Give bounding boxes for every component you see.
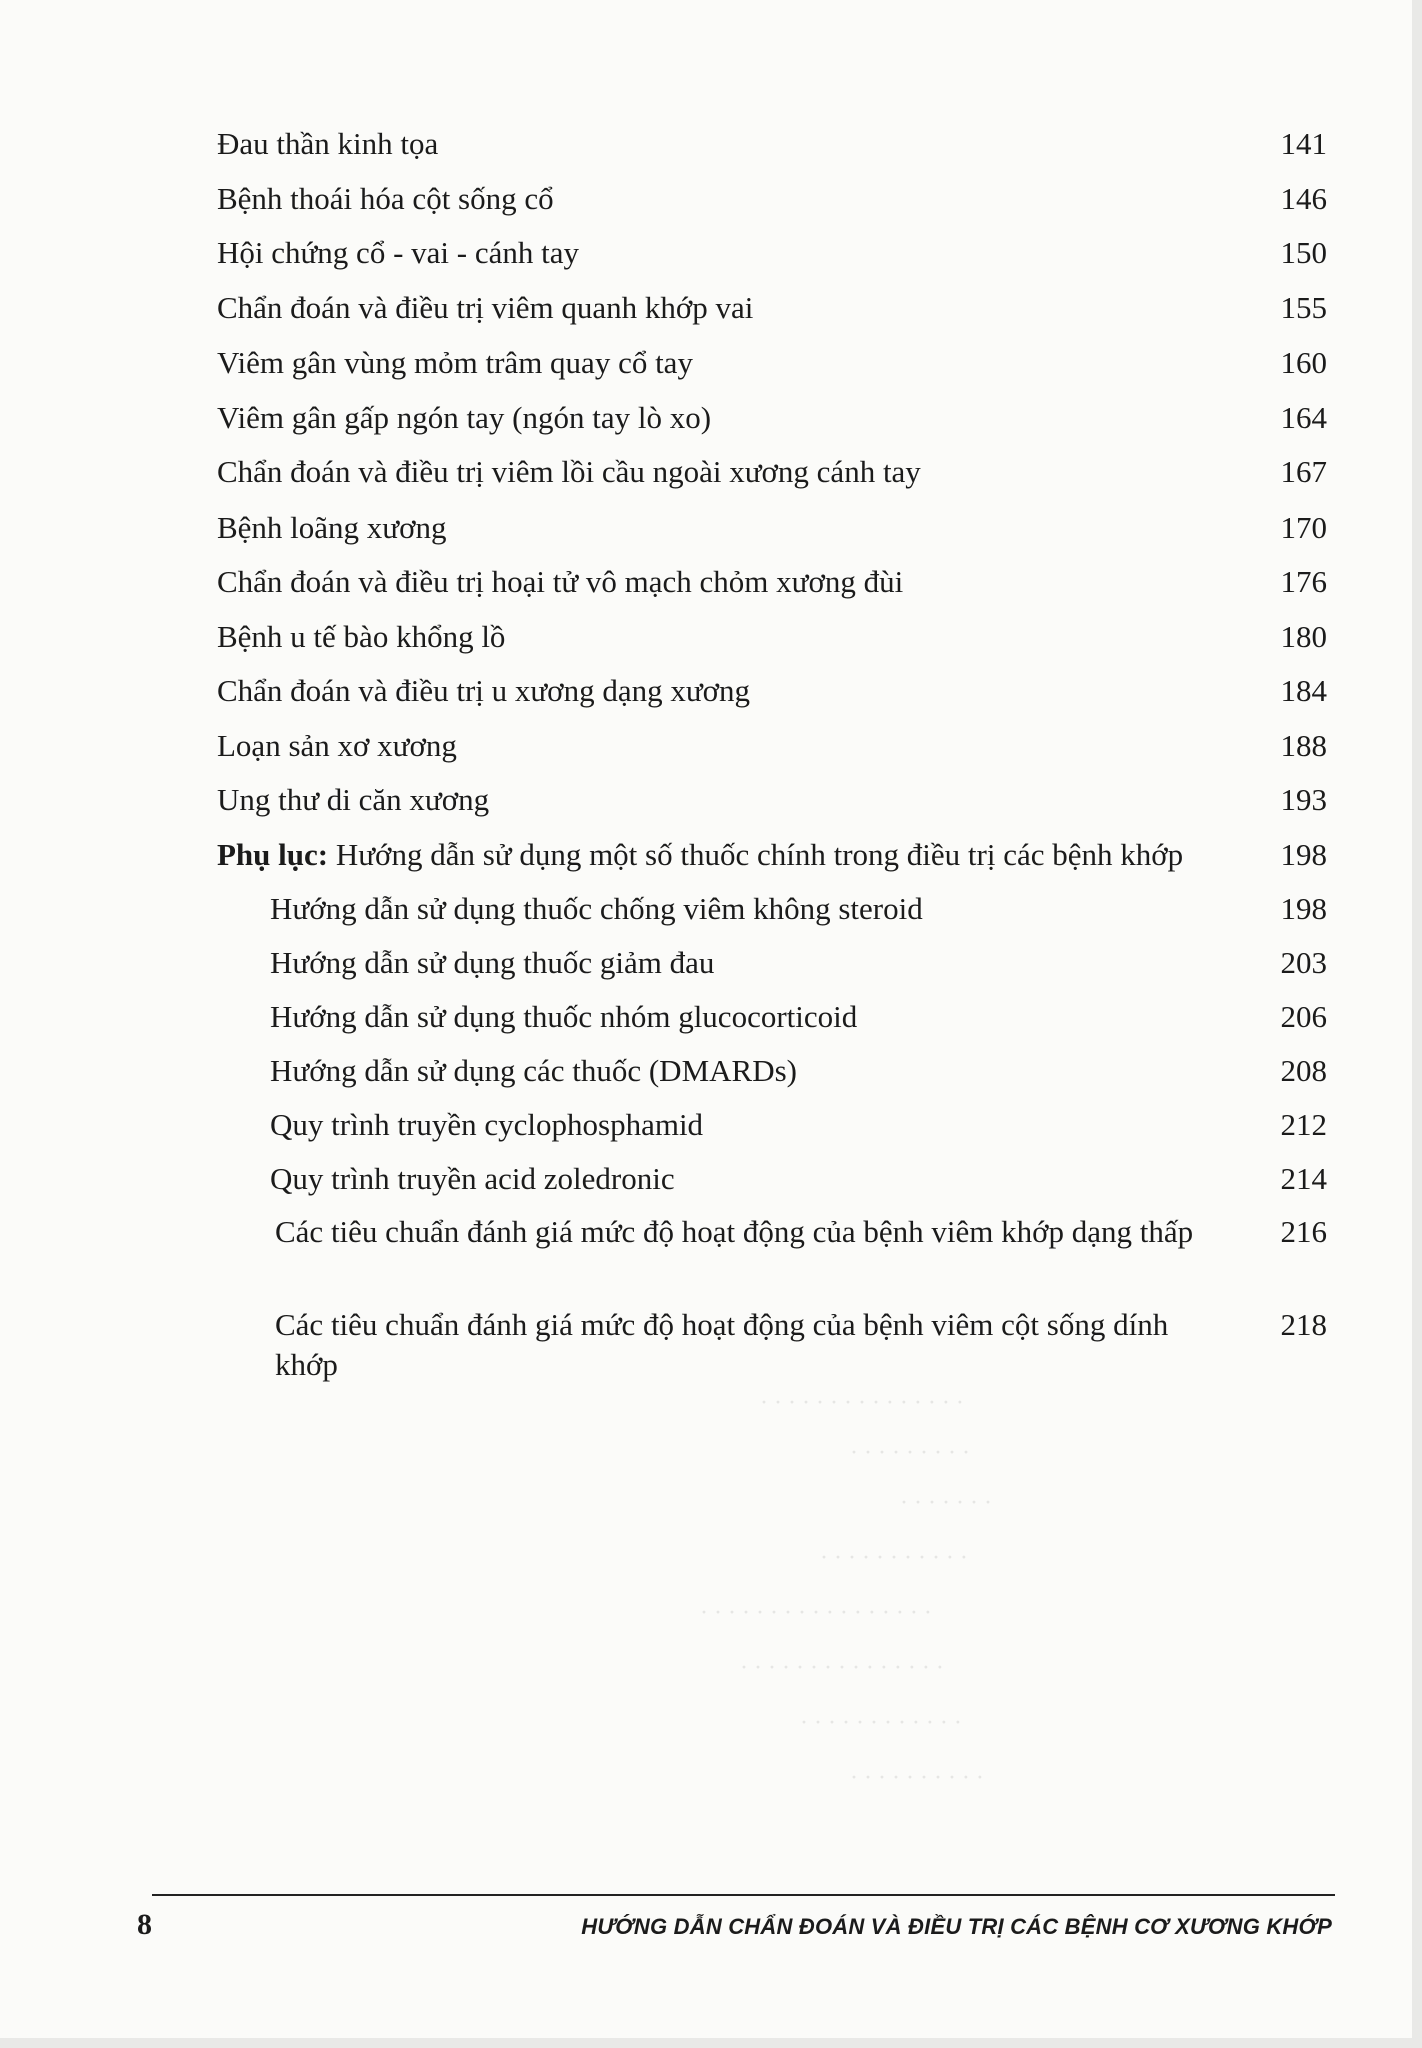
toc-entry-title: Hội chứng cổ - vai - cánh tay <box>217 235 579 270</box>
toc-entry-page: 208 <box>1280 1053 1327 1088</box>
toc-entry-title: Hướng dẫn sử dụng các thuốc (DMARDs) <box>270 1053 797 1088</box>
show-through-line: · · · · · · · · · · · · · · · <box>760 1390 964 1416</box>
show-through-line: · · · · · · · · · · · · <box>800 1710 962 1736</box>
toc-entry-title: Chẩn đoán và điều trị u xương dạng xương <box>217 673 751 708</box>
toc-entry-page: 146 <box>1280 181 1327 216</box>
page-edge <box>0 2038 1422 2048</box>
toc-entry-title: Viêm gân gấp ngón tay (ngón tay lò xo) <box>217 400 712 435</box>
toc-entry-page: 193 <box>1280 782 1327 817</box>
appendix-label: Phụ lục: <box>217 837 329 872</box>
show-through-line: · · · · · · · · · · · <box>820 1545 968 1571</box>
toc-entry-page: 218 <box>1280 1307 1327 1342</box>
toc-appendix-title <box>217 835 1183 875</box>
toc-entry-title: Hướng dẫn sử dụng thuốc chống viêm không steroid <box>270 891 923 926</box>
toc-entry-title: Loạn sản xơ xương <box>217 728 457 763</box>
toc-entry-page: 184 <box>1280 673 1327 708</box>
toc-entry-title: Các tiêu chuẩn đánh giá mức độ hoạt động của bệnh viêm cột sống dính khớp <box>275 1307 1169 1382</box>
toc-entry-page: 160 <box>1280 345 1327 380</box>
toc-entry-title: Ung thư di căn xương <box>217 782 490 817</box>
toc-entry-page: 155 <box>1280 290 1327 325</box>
toc-entry-title: Chẩn đoán và điều trị hoại tử vô mạch chỏm xương đùi <box>217 564 904 599</box>
toc-entry-page: 216 <box>1280 1214 1327 1249</box>
toc-entry-page: 198 <box>1280 837 1327 872</box>
toc-entry-page: 170 <box>1280 510 1327 545</box>
page-edge <box>1412 0 1422 2048</box>
toc-entry-page: 198 <box>1280 891 1327 926</box>
running-footer-title: HƯỚNG DẪN CHẨN ĐOÁN VÀ ĐIỀU TRỊ CÁC BỆNH CƠ XƯƠNG KHỚP <box>581 1914 1332 1939</box>
toc-entry-page: 167 <box>1280 454 1327 489</box>
toc-entry-title: Bệnh thoái hóa cột sống cổ <box>217 181 554 216</box>
toc-entry-title: Chẩn đoán và điều trị viêm quanh khớp vai <box>217 290 754 325</box>
show-through-line: · · · · · · · · · · <box>850 1765 984 1791</box>
toc-entry-page: 164 <box>1280 400 1327 435</box>
appendix-title: Hướng dẫn sử dụng một số thuốc chính trong điều trị các bệnh khớp <box>328 837 1184 872</box>
toc-entry-page: 180 <box>1280 619 1327 654</box>
toc-entry-page: 176 <box>1280 564 1327 599</box>
toc-entry-page: 214 <box>1280 1161 1327 1196</box>
toc-entry-page: 188 <box>1280 728 1327 763</box>
toc-entry-title: Các tiêu chuẩn đánh giá mức độ hoạt động của bệnh viêm khớp dạng thấp <box>275 1214 1194 1249</box>
show-through-line: · · · · · · · · · · · · · · · <box>740 1655 944 1681</box>
toc-entry-page: 150 <box>1280 235 1327 270</box>
toc-entry-title: Viêm gân vùng mỏm trâm quay cổ tay <box>217 345 693 380</box>
toc-entry-page: 203 <box>1280 945 1327 980</box>
show-through-line: · · · · · · · · · <box>850 1440 970 1466</box>
toc-entry-title: Hướng dẫn sử dụng thuốc nhóm glucocorticoid <box>270 999 858 1034</box>
toc-entry-title: Bệnh u tế bào khổng lồ <box>217 619 506 654</box>
toc-entry-page: 141 <box>1280 126 1327 161</box>
toc-entry-page: 212 <box>1280 1107 1327 1142</box>
footer-divider <box>152 1894 1335 1896</box>
toc-entry-title: Chẩn đoán và điều trị viêm lồi cầu ngoài xương cánh tay <box>217 454 921 489</box>
toc-entry-title: Đau thần kinh tọa <box>217 126 439 161</box>
show-through-line: · · · · · · · <box>900 1490 992 1516</box>
toc-entry-title: Quy trình truyền cyclophosphamid <box>270 1107 704 1142</box>
toc-entry-title: Quy trình truyền acid zoledronic <box>270 1161 675 1196</box>
toc-entry-title: Hướng dẫn sử dụng thuốc giảm đau <box>270 945 715 980</box>
toc-entry-page: 206 <box>1280 999 1327 1034</box>
page-number: 8 <box>137 1908 152 1941</box>
toc-entry-title: Bệnh loãng xương <box>217 510 447 545</box>
show-through-line: · · · · · · · · · · · · · · · · · <box>700 1600 932 1626</box>
